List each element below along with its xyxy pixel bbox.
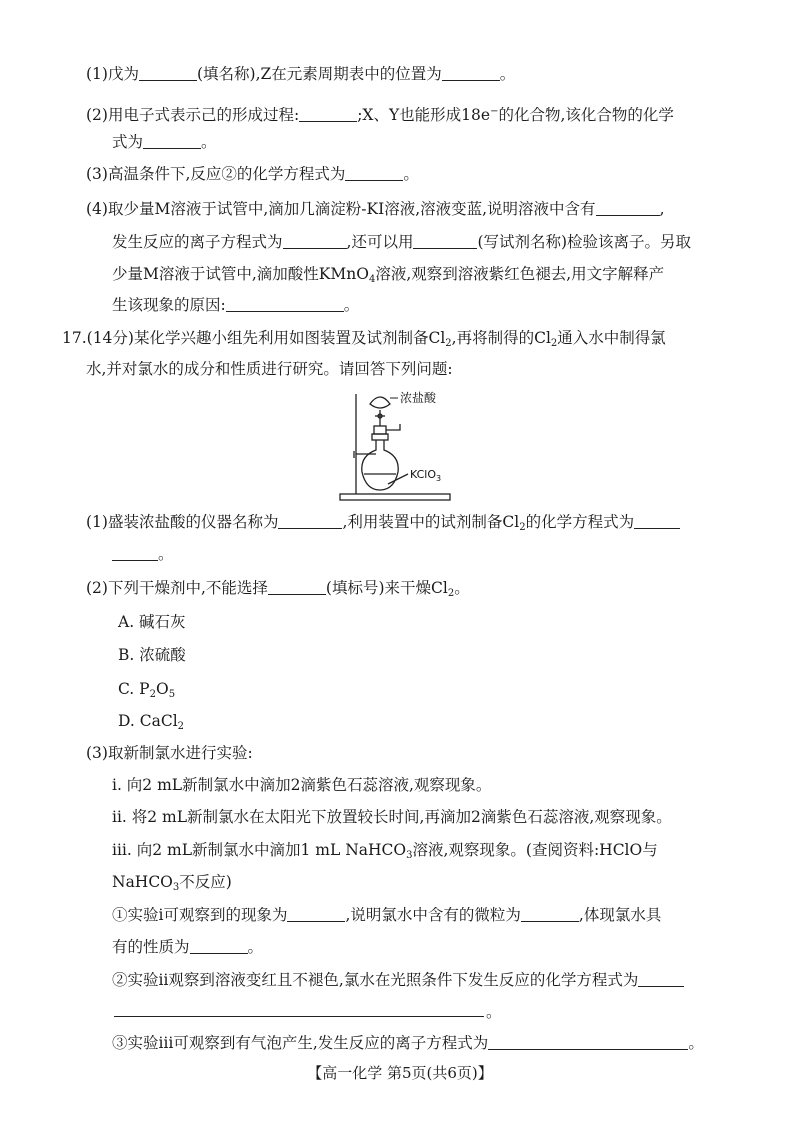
sub-question-2-end: 。 xyxy=(486,1003,502,1021)
round-bottom-flask xyxy=(362,440,398,490)
q17-part1: (1)盛装浓盐酸的仪器名称为 ,利用装置中的试剂制备$Cl_2$的化学方程式为 xyxy=(86,512,680,538)
q16-part2: (2)用电子式表示己的形成过程: ;X、Y也能形成18e−的化合物,该化合物的化学 xyxy=(86,106,674,124)
answer-blank[interactable] xyxy=(139,64,197,81)
answer-blank[interactable] xyxy=(413,232,477,249)
answer-blank[interactable] xyxy=(226,295,344,312)
answer-blank[interactable] xyxy=(299,105,357,122)
answer-blank[interactable] xyxy=(488,1033,688,1050)
concentrated-hcl-label: 浓盐酸 xyxy=(400,391,437,405)
answer-blank[interactable] xyxy=(345,164,403,181)
q17-part3: (3)取新制氯水进行实验: xyxy=(86,744,253,762)
q16-part3: (3)高温条件下,反应②的化学方程式为 。 xyxy=(86,165,419,183)
answer-blank[interactable] xyxy=(143,132,201,149)
q16-part1: (1)戊为 (填名称),Z在元素周期表中的位置为 。 xyxy=(86,65,516,83)
kclo3-label: KClO$_3$ xyxy=(410,468,442,483)
q17-heading: 17.(14分)某化学兴趣小组先利用如图装置及试剂制备$Cl_2$,再将制得的$Cl_2$通入水中制得氯 xyxy=(62,329,666,349)
sub-question-3: ③实验ⅲ可观察到有气泡产生,发生反应的离子方程式为 。 xyxy=(112,1034,704,1052)
q16-part4-line4: 生该现象的原因: 。 xyxy=(112,296,360,314)
separatory-funnel xyxy=(370,397,390,408)
answer-blank[interactable] xyxy=(634,512,680,529)
page-footer: 【高一化学 第5页(共6页)】 xyxy=(307,1064,493,1082)
chlorine-apparatus-figure xyxy=(330,388,470,506)
answer-blank[interactable] xyxy=(283,232,347,249)
answer-blank[interactable] xyxy=(287,905,345,922)
option-a: A. 碱石灰 xyxy=(118,613,186,631)
q16-part2-cont: 式为 。 xyxy=(112,133,217,151)
sub-question-1-cont: 有的性质为 。 xyxy=(112,938,264,956)
sub-question-1: ①实验ⅰ可观察到的现象为 ,说明氯水中含有的微粒为 ,体现氯水具 xyxy=(112,906,662,924)
q16-part4: (4)取少量M溶液于试管中,滴加几滴淀粉-KI溶液,溶液变蓝,说明溶液中含有 , xyxy=(86,200,665,218)
experiment-iii-cont: NaHCO$_3$不反应) xyxy=(112,873,232,893)
experiment-ii: ⅱ. 将2 mL新制氯水在太阳光下放置较长时间,再滴加2滴紫色石蕊溶液,观察现象。 xyxy=(112,808,672,826)
q17-part1-cont: 。 xyxy=(112,544,174,564)
answer-blank[interactable] xyxy=(112,544,158,561)
answer-line-long[interactable] xyxy=(114,1016,484,1017)
option-c: C. $P_2O_5$ xyxy=(118,680,176,700)
experiment-iii: ⅲ. 向2 mL新制氯水中滴加1 mL NaHCO$_3$溶液,观察现象。(查阅资料:HClO与 xyxy=(112,841,658,861)
sub-question-2: ②实验ⅱ观察到溶液变红且不褪色,氯水在光照条件下发生反应的化学方程式为 xyxy=(112,970,684,990)
answer-blank[interactable] xyxy=(278,512,342,529)
answer-blank[interactable] xyxy=(521,905,579,922)
q16-part4-line2: 发生反应的离子方程式为 ,还可以用 (写试剂名称)检验该离子。另取 xyxy=(112,233,692,251)
q17-heading-cont: 水,并对氯水的成分和性质进行研究。请回答下列问题: xyxy=(86,360,453,378)
answer-blank[interactable] xyxy=(442,64,500,81)
experiment-i: ⅰ. 向2 mL新制氯水中滴加2滴紫色石蕊溶液,观察现象。 xyxy=(112,776,492,794)
answer-blank[interactable] xyxy=(190,937,248,954)
answer-blank[interactable] xyxy=(596,199,660,216)
option-d: D. CaCl$_2$ xyxy=(118,712,185,732)
answer-blank[interactable] xyxy=(638,970,684,987)
option-b: B. 浓硫酸 xyxy=(118,646,186,664)
q16-part4-line3: 少量M溶液于试管中,滴加酸性KMnO$_4$溶液,观察到溶液紫红色褪去,用文字解释产 xyxy=(112,265,665,285)
q17-part2: (2)下列干燥剂中,不能选择 (填标号)来干燥$Cl_2$。 xyxy=(86,579,470,599)
answer-blank[interactable] xyxy=(268,578,326,595)
stand-base xyxy=(340,494,450,500)
